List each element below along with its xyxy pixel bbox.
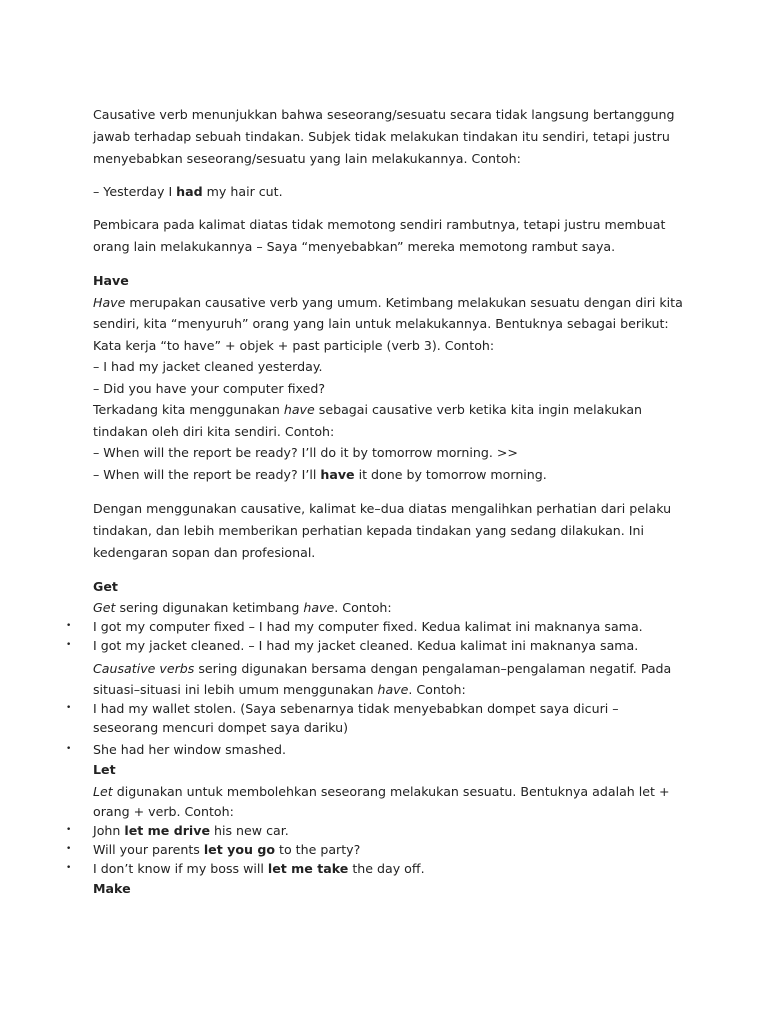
list-item: • John let me drive his new car. [66, 823, 289, 838]
bullet-icon: • [66, 640, 72, 650]
intro-line: jawab terhadap sebuah tindakan. Subjek tidak melakukan tindakan itu sendiri, tetapi justru [93, 129, 670, 144]
have-paragraph: Have merupakan causative verb yang umum. Ketimbang melakukan sesuatu dengan diri kita [93, 294, 683, 310]
get-negative-paragraph: situasi–situasi ini lebih umum menggunakan have. Contoh: [93, 681, 466, 697]
bullet-icon: • [66, 743, 72, 754]
section-heading-let: Let [93, 761, 116, 777]
list-item: • She had her window smashed. [66, 741, 286, 757]
summary-line: kedengaran sopan dan profesional. [93, 545, 316, 560]
summary-line: tindakan, dan lebih memberikan perhatian kepada tindakan yang sedang dilakukan. Ini [93, 523, 644, 538]
explanation-line: orang lain melakukannya – Saya “menyebabkan” mereka memotong rambut saya. [93, 238, 616, 254]
bullet-icon: • [66, 825, 72, 835]
list-item: • Will your parents let you go to the party? [66, 842, 361, 857]
explanation-line: Pembicara pada kalimat diatas tidak memotong sendiri rambutnya, tetapi justru membuat [93, 216, 666, 232]
summary-line: Dengan menggunakan causative, kalimat ke–dua diatas mengalihkan perhatian dari pelaku [93, 501, 672, 516]
have-example: – When will the report be ready? I’ll do it by tomorrow morning. >> [93, 445, 518, 460]
list-item-continuation: seseorang mencuri dompet saya dariku) [93, 719, 349, 735]
bullet-icon: • [66, 844, 72, 854]
intro-line: menyebabkan seseorang/sesuatu yang lain melakukannya. Contoh: [93, 151, 521, 166]
list-item: • I don’t know if my boss will let me take the day off. [66, 861, 425, 876]
bullet-icon: • [66, 863, 72, 873]
list-item: • I got my jacket cleaned. – I had my jacket cleaned. Kedua kalimat ini maknanya sama. [66, 638, 639, 653]
have-example: – I had my jacket cleaned yesterday. [93, 359, 323, 374]
section-heading-get: Get [93, 579, 118, 594]
let-paragraph: Let digunakan untuk membolehkan seseorang melakukan sesuatu. Bentuknya adalah let + [93, 783, 670, 799]
bullet-icon: • [66, 621, 72, 631]
let-paragraph: orang + verb. Contoh: [93, 804, 234, 819]
have-paragraph: Terkadang kita menggunakan have sebagai causative verb ketika kita ingin melakukan [93, 402, 643, 417]
have-example: – Did you have your computer fixed? [93, 380, 326, 396]
example-line: – Yesterday I had my hair cut. [93, 184, 283, 199]
section-heading-have: Have [93, 272, 129, 288]
document-body [66, 104, 693, 900]
get-negative-paragraph: Causative verbs sering digunakan bersama dengan pengalaman–pengalaman negatif. Pada [93, 661, 672, 676]
intro-line: Causative verb menunjukkan bahwa seseorang/sesuatu secara tidak langsung bertanggung [93, 107, 675, 122]
list-item: • I got my computer fixed – I had my computer fixed. Kedua kalimat ini maknanya sama. [66, 619, 643, 634]
section-heading-make: Make [93, 881, 131, 896]
get-intro: Get sering digunakan ketimbang have. Contoh: [93, 600, 392, 615]
list-item: • I had my wallet stolen. (Saya sebenarnya tidak menyebabkan dompet saya dicuri – [66, 700, 619, 716]
have-paragraph: Kata kerja “to have” + objek + past participle (verb 3). Contoh: [93, 337, 495, 353]
have-example: – When will the report be ready? I’ll have it done by tomorrow morning. [93, 466, 547, 482]
have-paragraph: tindakan oleh diri kita sendiri. Contoh: [93, 423, 335, 439]
bullet-icon: • [66, 702, 72, 713]
have-paragraph: sendiri, kita “menyuruh” orang yang lain untuk melakukannya. Bentuknya sebagai berikut: [93, 316, 669, 331]
